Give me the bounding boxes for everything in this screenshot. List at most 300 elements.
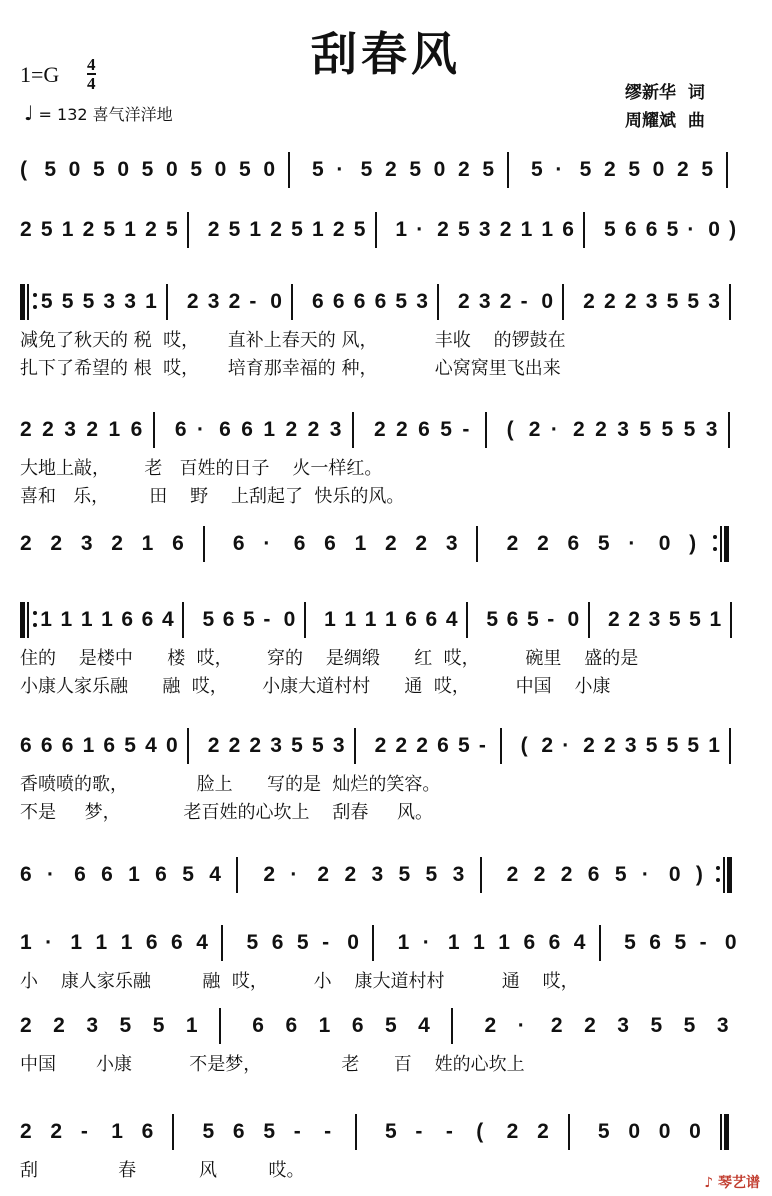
note: 5 bbox=[291, 218, 303, 241]
note: 5 bbox=[666, 734, 679, 757]
note: 3 bbox=[617, 1014, 629, 1037]
note: 2 bbox=[270, 218, 282, 241]
note: 6 bbox=[232, 1120, 245, 1143]
note: 0 bbox=[668, 863, 681, 886]
note: 2 bbox=[228, 290, 241, 313]
note: 3 bbox=[708, 290, 720, 313]
note: 5 bbox=[202, 608, 215, 631]
note: · bbox=[562, 734, 570, 757]
note: - bbox=[462, 418, 470, 441]
note: 2 bbox=[550, 1014, 563, 1037]
bar-line bbox=[372, 925, 374, 961]
note: 5 bbox=[243, 608, 255, 631]
watermark-text: 琴艺谱 bbox=[718, 1175, 760, 1191]
note: 5 bbox=[683, 1014, 696, 1037]
note: 5 bbox=[482, 158, 495, 181]
note: 5 bbox=[61, 290, 74, 313]
score-row bbox=[0, 408, 772, 507]
note: 3 bbox=[645, 290, 658, 313]
note: 6 bbox=[172, 532, 184, 555]
score-row bbox=[0, 853, 772, 895]
bar-line bbox=[219, 1008, 221, 1044]
lyric-line: 小 康人家乐融 融 哎， 小 康大道村村 通 哎， bbox=[20, 971, 579, 992]
note: 5 bbox=[604, 218, 616, 241]
note: 6 bbox=[130, 418, 143, 441]
note: 2 bbox=[82, 218, 95, 241]
double-bar-line bbox=[727, 857, 732, 893]
note: 6 bbox=[567, 532, 580, 555]
note: 0 bbox=[166, 734, 178, 757]
bar-line bbox=[568, 1114, 570, 1150]
time-signature bbox=[87, 56, 96, 92]
bar-line bbox=[507, 152, 509, 188]
note: 2 bbox=[263, 863, 276, 886]
note: 3 bbox=[332, 734, 345, 757]
note: 5 bbox=[624, 931, 636, 954]
notes-line bbox=[0, 208, 772, 250]
note: 2 bbox=[584, 1014, 596, 1037]
note: 5 bbox=[614, 863, 627, 886]
note: 3 bbox=[648, 608, 661, 631]
note: 2 bbox=[624, 290, 637, 313]
bar-line bbox=[172, 1114, 174, 1150]
note: 5 bbox=[82, 290, 95, 313]
note: 2 bbox=[50, 532, 63, 555]
note: 2 bbox=[415, 532, 428, 555]
note: 0 bbox=[68, 158, 81, 181]
note: 1 bbox=[40, 608, 52, 631]
notes-line bbox=[0, 921, 772, 963]
note: 6 bbox=[293, 532, 306, 555]
note: 1 bbox=[473, 931, 485, 954]
note: - bbox=[445, 1120, 453, 1143]
note: 5 bbox=[119, 1014, 132, 1037]
note: 5 bbox=[687, 734, 700, 757]
note: 5 bbox=[182, 863, 194, 886]
bar-line bbox=[166, 284, 168, 320]
notes-line bbox=[0, 408, 772, 450]
note: 6 bbox=[241, 418, 253, 441]
note: 1 bbox=[70, 931, 83, 954]
note: 2 bbox=[499, 218, 512, 241]
note: 5 bbox=[40, 218, 53, 241]
note: ( bbox=[476, 1120, 484, 1143]
note: 1 bbox=[80, 608, 93, 631]
note: 0 bbox=[117, 158, 130, 181]
lyric-line: 中国 小康 不是梦， 老 百 姓的心坎上 bbox=[20, 1054, 525, 1075]
bar-line bbox=[485, 412, 487, 448]
note: 2 bbox=[604, 290, 616, 313]
double-bar-line bbox=[20, 602, 25, 638]
note: 2 bbox=[53, 1014, 65, 1037]
note: 6 bbox=[219, 418, 231, 441]
lyric-line: 喜和 乐， 田 野 上刮起了 快乐的风。 bbox=[20, 486, 405, 507]
note: 1 bbox=[344, 608, 357, 631]
bar-line bbox=[221, 925, 223, 961]
notes-line bbox=[0, 853, 772, 895]
note: 5 bbox=[395, 290, 408, 313]
lyric-line: 小康人家乐融 融 哎， 小康大道村村 通 哎， 中国 小康 bbox=[20, 676, 611, 697]
note: · bbox=[336, 158, 344, 181]
note: 5 bbox=[385, 1014, 397, 1037]
note: 0 bbox=[652, 158, 665, 181]
note: 3 bbox=[86, 1014, 99, 1037]
note: ) bbox=[729, 218, 737, 241]
bar-line bbox=[355, 1114, 357, 1150]
composer-credit: 周耀斌 曲 bbox=[625, 111, 705, 131]
note: 2 bbox=[42, 418, 54, 441]
note: 0 bbox=[283, 608, 296, 631]
bar-line bbox=[236, 857, 238, 893]
note: 6 bbox=[418, 418, 430, 441]
note: 5 bbox=[639, 418, 652, 441]
score-row bbox=[0, 724, 772, 823]
note: 1 bbox=[312, 218, 324, 241]
note: - bbox=[478, 734, 486, 757]
note: · bbox=[641, 863, 649, 886]
note: 1 bbox=[128, 863, 140, 886]
notes-line bbox=[0, 522, 772, 564]
note: 6 bbox=[548, 931, 561, 954]
bar-line bbox=[354, 728, 356, 764]
bar-line bbox=[153, 412, 155, 448]
bar-line bbox=[187, 212, 189, 248]
note: 6 bbox=[351, 1014, 364, 1037]
note: 6 bbox=[61, 734, 74, 757]
note: 5 bbox=[458, 218, 470, 241]
note: 5 bbox=[44, 158, 57, 181]
note: 6 bbox=[425, 608, 438, 631]
note: 1 bbox=[61, 218, 74, 241]
note: 2 bbox=[608, 608, 620, 631]
note: 2 bbox=[528, 418, 541, 441]
note: 3 bbox=[716, 1014, 729, 1037]
bar-line bbox=[375, 212, 377, 248]
note: 4 bbox=[196, 931, 208, 954]
note: 0 bbox=[347, 931, 359, 954]
note: - bbox=[263, 608, 271, 631]
note: 1 bbox=[82, 734, 95, 757]
note: 5 bbox=[312, 158, 324, 181]
note: 0 bbox=[658, 532, 671, 555]
notes-line bbox=[0, 724, 772, 766]
note: 0 bbox=[270, 290, 282, 313]
note: · bbox=[550, 418, 558, 441]
note: 5 bbox=[668, 608, 681, 631]
note: 4 bbox=[209, 863, 221, 886]
note: 2 bbox=[583, 734, 595, 757]
note: 1 bbox=[324, 608, 336, 631]
note: 5 bbox=[666, 218, 679, 241]
note: 6 bbox=[271, 931, 284, 954]
note: 2 bbox=[86, 418, 99, 441]
note: 5 bbox=[124, 734, 136, 757]
note: 1 bbox=[395, 218, 408, 241]
note: 0 bbox=[263, 158, 276, 181]
note: 6 bbox=[174, 418, 187, 441]
note: 1 bbox=[101, 608, 113, 631]
bar-line bbox=[480, 857, 482, 893]
note: 5 bbox=[526, 608, 539, 631]
note: 2 bbox=[20, 532, 32, 555]
note: 2 bbox=[458, 290, 470, 313]
note: - bbox=[520, 290, 528, 313]
bar-line bbox=[730, 602, 732, 638]
note: 3 bbox=[64, 418, 76, 441]
note: 6 bbox=[20, 734, 32, 757]
note: - bbox=[699, 931, 707, 954]
note: 6 bbox=[222, 608, 235, 631]
lyric-line: 刮 春 风 哎。 bbox=[20, 1160, 305, 1181]
note: 2 bbox=[537, 1120, 549, 1143]
note: 5 bbox=[531, 158, 543, 181]
note: 1 bbox=[95, 931, 108, 954]
note: 3 bbox=[452, 863, 465, 886]
note: 2 bbox=[317, 863, 330, 886]
notes-line bbox=[0, 1110, 772, 1152]
note: 5 bbox=[597, 1120, 610, 1143]
note: 2 bbox=[416, 734, 428, 757]
note: 5 bbox=[385, 1120, 397, 1143]
note: 6 bbox=[171, 931, 183, 954]
note: ( bbox=[20, 158, 27, 181]
note: 6 bbox=[20, 863, 32, 886]
note: 6 bbox=[332, 290, 345, 313]
note: 6 bbox=[40, 734, 53, 757]
bar-line bbox=[476, 526, 478, 562]
note: 5 bbox=[597, 532, 610, 555]
note: 2 bbox=[506, 1120, 519, 1143]
note: 2 bbox=[533, 863, 546, 886]
bar-line bbox=[599, 925, 601, 961]
note: 2 bbox=[20, 1120, 32, 1143]
repeat-dots bbox=[33, 293, 37, 309]
double-bar-line bbox=[27, 602, 29, 638]
note: 4 bbox=[573, 931, 586, 954]
note: 6 bbox=[374, 290, 387, 313]
note: 6 bbox=[145, 931, 158, 954]
score-row bbox=[0, 1110, 772, 1181]
note: 3 bbox=[329, 418, 342, 441]
bar-line bbox=[728, 412, 730, 448]
site-watermark-logo bbox=[704, 1172, 760, 1192]
note: 6 bbox=[101, 863, 113, 886]
note: 2 bbox=[506, 863, 519, 886]
bar-line bbox=[729, 284, 731, 320]
note: 5 bbox=[486, 608, 499, 631]
note: 1 bbox=[60, 608, 73, 631]
note: 1 bbox=[709, 608, 722, 631]
note: 3 bbox=[103, 290, 116, 313]
double-bar-line bbox=[720, 526, 722, 562]
note: 1 bbox=[498, 931, 510, 954]
note: 3 bbox=[617, 418, 629, 441]
note: 2 bbox=[145, 218, 157, 241]
double-bar-line bbox=[20, 284, 25, 320]
note: 3 bbox=[416, 290, 428, 313]
note: 6 bbox=[506, 608, 519, 631]
note: 5 bbox=[228, 218, 241, 241]
note: 0 bbox=[628, 1120, 641, 1143]
note: 2 bbox=[20, 218, 32, 241]
note: 3 bbox=[207, 290, 220, 313]
note: 1 bbox=[708, 734, 720, 757]
note: 2 bbox=[628, 608, 641, 631]
note: 6 bbox=[523, 931, 536, 954]
note: · bbox=[628, 532, 636, 555]
note: 2 bbox=[499, 290, 512, 313]
note: 0 bbox=[214, 158, 227, 181]
note: 2 bbox=[207, 218, 220, 241]
note: 1 bbox=[108, 418, 121, 441]
note: 3 bbox=[445, 532, 458, 555]
bar-line bbox=[437, 284, 439, 320]
note: 2 bbox=[307, 418, 320, 441]
note: 2 bbox=[385, 158, 397, 181]
bar-line bbox=[352, 412, 354, 448]
note: 5 bbox=[687, 290, 700, 313]
note: 3 bbox=[624, 734, 637, 757]
tempo-text: = 132 喜气洋洋地 bbox=[38, 105, 173, 124]
notes-line bbox=[0, 280, 772, 322]
bar-line bbox=[187, 728, 189, 764]
note: 1 bbox=[354, 532, 367, 555]
note: 2 bbox=[677, 158, 689, 181]
note: 5 bbox=[661, 418, 674, 441]
note: 2 bbox=[573, 418, 585, 441]
bar-line bbox=[466, 602, 468, 638]
score-row bbox=[0, 1004, 772, 1075]
note: 2 bbox=[560, 863, 573, 886]
bar-line bbox=[288, 152, 290, 188]
bar-line bbox=[291, 284, 293, 320]
score-row bbox=[0, 280, 772, 379]
double-bar-line bbox=[723, 857, 725, 893]
note: 6 bbox=[645, 218, 658, 241]
note: ) bbox=[695, 863, 703, 886]
note: 5 bbox=[701, 158, 714, 181]
note: 2 bbox=[583, 290, 595, 313]
note: 6 bbox=[324, 532, 336, 555]
note: 6 bbox=[141, 608, 154, 631]
note: · bbox=[416, 218, 424, 241]
note: 0 bbox=[567, 608, 580, 631]
note: - bbox=[415, 1120, 423, 1143]
note: 1 bbox=[385, 608, 397, 631]
repeat-dots bbox=[716, 866, 720, 882]
note: 6 bbox=[155, 863, 167, 886]
note: 1 bbox=[541, 218, 554, 241]
score-row bbox=[0, 522, 772, 564]
note: 5 bbox=[152, 1014, 165, 1037]
note: 4 bbox=[161, 608, 174, 631]
note: 6 bbox=[353, 290, 366, 313]
note: 5 bbox=[689, 608, 701, 631]
note: 0 bbox=[689, 1120, 701, 1143]
note: · bbox=[47, 863, 55, 886]
note: - bbox=[80, 1120, 88, 1143]
note: · bbox=[196, 418, 204, 441]
note: · bbox=[422, 931, 430, 954]
note: 0 bbox=[541, 290, 554, 313]
note: 5 bbox=[246, 931, 259, 954]
bar-line bbox=[729, 728, 731, 764]
note: 5 bbox=[360, 158, 373, 181]
lyric-line: 减免了秋天的 税 哎， 直补上春天的 风， 丰收 的锣鼓在 bbox=[20, 330, 566, 351]
lyric-line: 不是 梦， 老百姓的心坎上 刮春 风。 bbox=[20, 802, 434, 823]
note: ) bbox=[689, 532, 697, 555]
double-bar-line bbox=[724, 1114, 729, 1150]
note: 1 bbox=[20, 931, 32, 954]
note: 5 bbox=[190, 158, 203, 181]
bar-line bbox=[726, 152, 728, 188]
note: 5 bbox=[458, 734, 470, 757]
score-row bbox=[0, 148, 772, 190]
note: 2 bbox=[20, 1014, 32, 1037]
tempo-marking bbox=[24, 101, 173, 125]
note: 1 bbox=[185, 1014, 198, 1037]
score-row bbox=[0, 208, 772, 250]
note: 2 bbox=[186, 290, 199, 313]
note: - bbox=[293, 1120, 301, 1143]
note: 5 bbox=[291, 734, 303, 757]
note: · bbox=[45, 931, 53, 954]
score-row bbox=[0, 921, 772, 992]
note: 2 bbox=[344, 863, 357, 886]
note: 5 bbox=[628, 158, 641, 181]
music-note-icon: ♪ bbox=[704, 1175, 714, 1191]
note: 0 bbox=[433, 158, 446, 181]
note: 0 bbox=[166, 158, 178, 181]
key-signature: 1=G bbox=[20, 62, 60, 87]
note: 6 bbox=[121, 608, 134, 631]
note: 1 bbox=[263, 418, 276, 441]
note: 6 bbox=[649, 931, 661, 954]
note: 1 bbox=[364, 608, 377, 631]
notes-line bbox=[0, 598, 772, 640]
note: 3 bbox=[270, 734, 282, 757]
note: 6 bbox=[405, 608, 417, 631]
note: 6 bbox=[562, 218, 574, 241]
bar-line bbox=[304, 602, 306, 638]
note: 5 bbox=[263, 1120, 276, 1143]
note: 3 bbox=[478, 218, 491, 241]
note: 5 bbox=[353, 218, 366, 241]
note: 1 bbox=[249, 218, 262, 241]
note: 5 bbox=[202, 1120, 215, 1143]
bar-line bbox=[500, 728, 502, 764]
note: 5 bbox=[166, 218, 178, 241]
note: 6 bbox=[103, 734, 116, 757]
note: 2 bbox=[385, 532, 397, 555]
note: 1 bbox=[145, 290, 157, 313]
repeat-dots bbox=[713, 535, 717, 551]
note: 5 bbox=[312, 734, 324, 757]
note: 4 bbox=[418, 1014, 430, 1037]
bar-line bbox=[562, 284, 564, 320]
note: 2 bbox=[395, 734, 408, 757]
note: - bbox=[324, 1120, 332, 1143]
note: 2 bbox=[228, 734, 241, 757]
note: 6 bbox=[437, 734, 449, 757]
note: 5 bbox=[579, 158, 592, 181]
note: 3 bbox=[124, 290, 136, 313]
note: 6 bbox=[74, 863, 86, 886]
note: 5 bbox=[40, 290, 53, 313]
note: 2 bbox=[373, 418, 386, 441]
note: · bbox=[263, 532, 271, 555]
note: · bbox=[687, 218, 695, 241]
